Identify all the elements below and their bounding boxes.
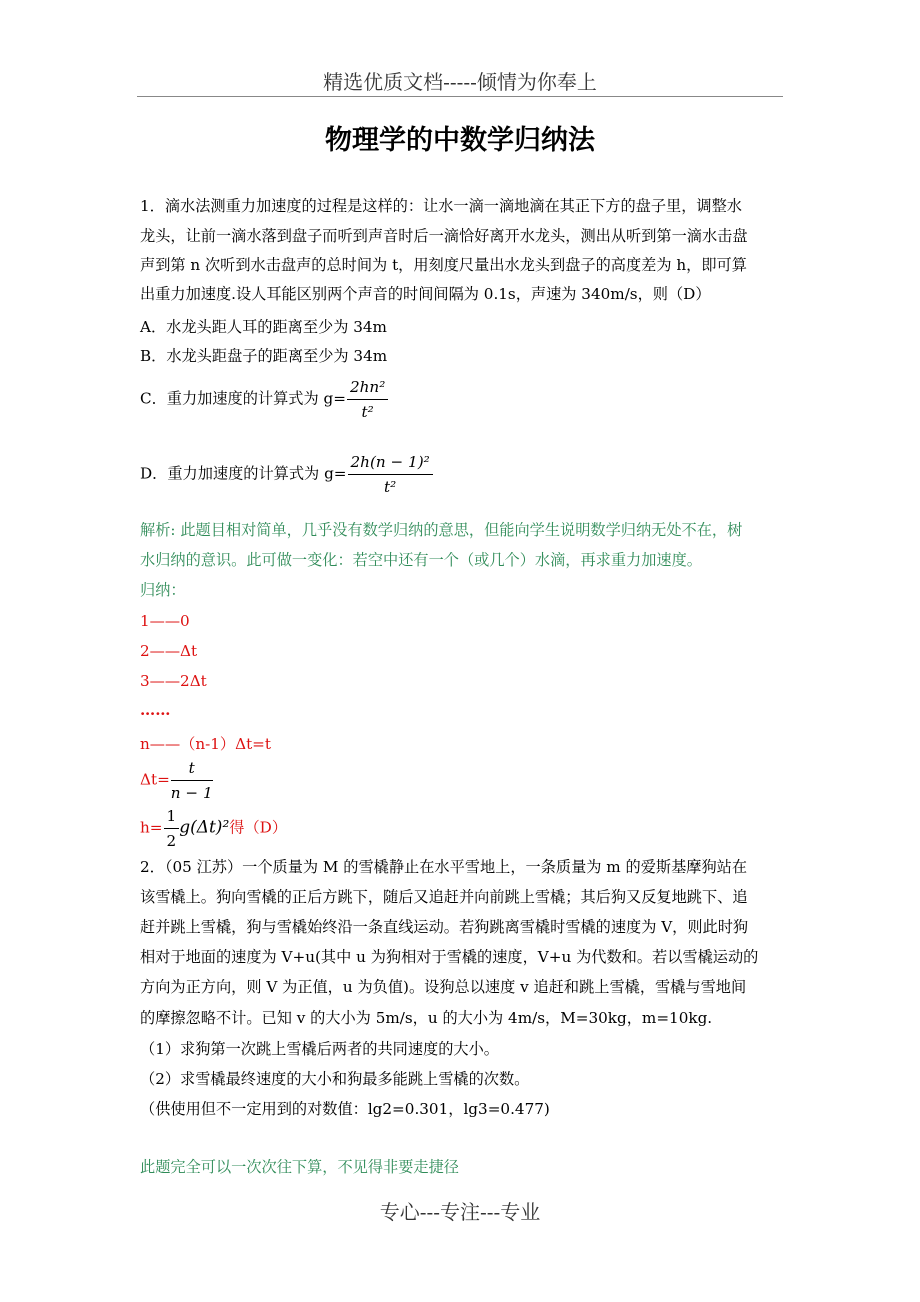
q1-line-3: 声到第 n 次听到水击盘声的总时间为 t，用刻度尺量出水龙头到盘子的高度差为 h，即可算	[140, 256, 747, 274]
q1-option-d	[140, 452, 433, 497]
h-denominator: 2	[166, 832, 177, 850]
delta-t-denominator: n − 1	[170, 784, 213, 802]
h-formula	[140, 806, 287, 851]
induction-step-1: 1——0	[140, 612, 190, 630]
q2-line-5: 方向为正方向，则 V 为正值，u 为负值)。设狗总以速度 v 追赶和跳上雪橇，雪橇与雪地间	[140, 978, 747, 996]
q2-line-1: 2．（05 江苏）一个质量为 M 的雪橇静止在水平雪地上，一条质量为 m 的爱斯基摩狗站在	[140, 858, 748, 876]
page-header: 精选优质文档-----倾情为你奉上	[323, 70, 597, 94]
induction-label: 归纳：	[140, 581, 186, 599]
q2-line-4: 相对于地面的速度为 V+u(其中 u 为狗相对于雪橇的速度，V+u 为代数和。若以雪橇运动的	[140, 948, 759, 966]
q1-option-d-numerator: 2h(n − 1)²	[348, 452, 433, 475]
page-title: 物理学的中数学归纳法	[325, 125, 595, 156]
q2-line-2: 该雪橇上。狗向雪橇的正后方跳下，随后又追赶并向前跳上雪橇；其后狗又反复地跳下、追	[140, 888, 748, 906]
q2-line-3: 赶并跳上雪橇，狗与雪橇始终沿一条直线运动。若狗跳离雪橇时雪橇的速度为 V，则此时狗	[140, 918, 749, 936]
induction-step-n: n——（n-1）Δt=t	[140, 735, 272, 753]
q1-option-c-prefix: C．重力加速度的计算式为 g=	[140, 389, 346, 408]
q1-line-1: 1．滴水法测重力加速度的过程是这样的：让水一滴一滴地滴在其正下方的盘子里，调整水	[140, 197, 742, 215]
q1-option-c-numerator: 2hn²	[347, 377, 388, 400]
q1-option-c-fraction	[347, 377, 388, 422]
q2-subquestion-1: （1）求狗第一次跳上雪橇后两者的共同速度的大小。	[140, 1040, 499, 1058]
q1-option-c-denominator: t²	[361, 403, 374, 421]
delta-t-fraction	[171, 758, 213, 803]
induction-step-2: 2——Δt	[140, 642, 198, 660]
q1-option-a: A．水龙头距人耳的距离至少为 34m	[140, 318, 387, 336]
h-expression: g(Δt)²	[179, 817, 230, 838]
header-rule	[137, 96, 783, 97]
q1-line-2: 龙头，让前一滴水落到盘子而听到声音时后一滴恰好离开水龙头，测出从听到第一滴水击盘	[140, 227, 748, 245]
q1-option-c	[140, 377, 388, 422]
q1-line-4: 出重力加速度.设人耳能区别两个声音的时间间隔为 0.1s，声速为 340m/s，则（D）	[140, 285, 711, 303]
delta-t-formula	[140, 758, 213, 803]
q1-option-d-denominator: t²	[384, 478, 397, 496]
delta-t-numerator: t	[171, 758, 213, 781]
analysis-line-1: 解析: 此题目相对简单，几乎没有数学归纳的意思，但能向学生说明数学归纳无处不在，树	[140, 521, 743, 539]
induction-ellipsis: ……	[140, 701, 171, 719]
q1-option-d-prefix: D．重力加速度的计算式为 g=	[140, 464, 347, 483]
q2-subquestion-2: （2）求雪橇最终速度的大小和狗最多能跳上雪橇的次数。	[140, 1070, 530, 1088]
q2-log-note: （供使用但不一定用到的对数值：lg2=0.301，lg3=0.477)	[140, 1100, 550, 1118]
q2-line-6: 的摩擦忽略不计。已知 v 的大小为 5m/s，u 的大小为 4m/s，M=30kg，m=10kg.	[140, 1009, 713, 1027]
h-numerator: 1	[164, 806, 180, 829]
h-prefix: h=	[140, 818, 163, 837]
h-result: 得（D）	[229, 818, 288, 837]
delta-t-prefix: Δt=	[140, 770, 170, 789]
h-fraction	[164, 806, 180, 851]
induction-step-3: 3——2Δt	[140, 672, 207, 690]
page-footer: 专心---专注---专业	[379, 1200, 541, 1224]
closing-comment: 此题完全可以一次次往下算，不见得非要走捷径	[140, 1158, 459, 1176]
q1-option-d-fraction	[348, 452, 433, 497]
q1-option-b: B．水龙头距盘子的距离至少为 34m	[140, 347, 388, 365]
analysis-line-2: 水归纳的意识。此可做一变化：若空中还有一个（或几个）水滴，再求重力加速度。	[140, 551, 702, 569]
